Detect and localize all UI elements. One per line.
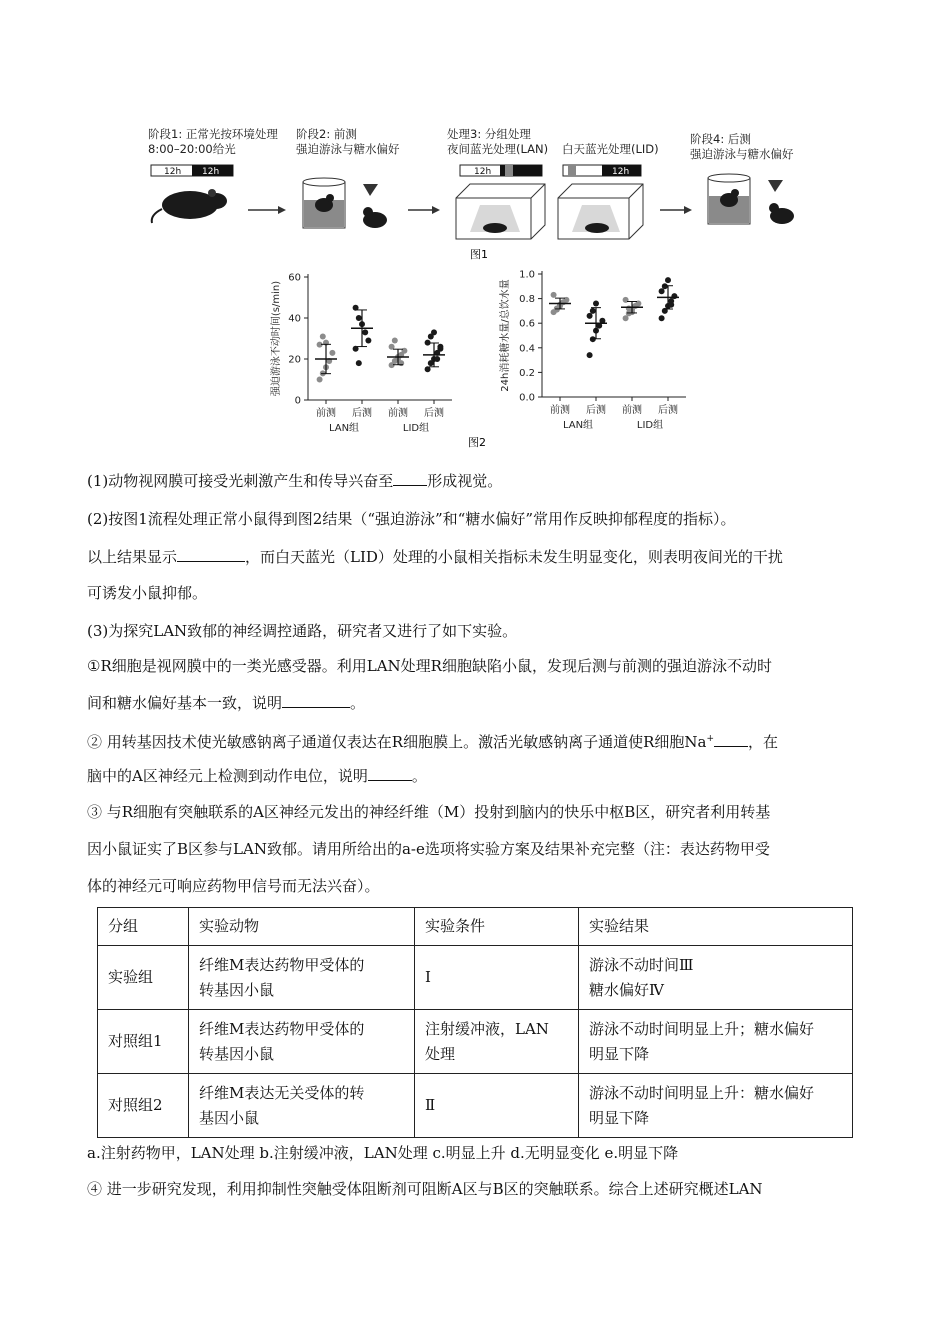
stage4-title: 阶段4: 后测 强迫游泳与糖水偏好 — [690, 132, 794, 161]
data-point — [623, 315, 629, 321]
y-tick-label: 0.0 — [519, 392, 535, 404]
stage3a-title: 处理3: 分组处理 夜间蓝光处理(LAN) — [447, 127, 549, 156]
group-label: LAN组 — [328, 423, 360, 434]
group-label: LID组 — [402, 423, 430, 434]
data-point — [365, 338, 371, 344]
svg-text:12h: 12h — [164, 167, 182, 177]
data-point — [551, 292, 557, 298]
table-cell: 对照组1 — [98, 1010, 189, 1074]
y-tick-label: 0.6 — [519, 318, 535, 330]
data-point — [659, 288, 665, 294]
data-point — [662, 283, 668, 289]
data-point — [356, 315, 362, 321]
x-tick-label: 前测 — [316, 408, 336, 419]
table-row — [98, 1074, 853, 1138]
table-cell: 游泳不动时间明显上升；糖水偏好 明显下降 — [579, 1010, 853, 1074]
data-point — [587, 352, 593, 358]
blank-4 — [714, 732, 748, 747]
svg-text:12h: 12h — [612, 167, 630, 177]
table-header-cell: 实验条件 — [415, 908, 579, 946]
table-cell: Ⅰ — [415, 946, 579, 1010]
table-cell: 游泳不动时间明显上升：糖水偏好 明显下降 — [579, 1074, 853, 1138]
mouse-1 — [152, 189, 227, 223]
bottle-mouse-2 — [768, 180, 794, 224]
group-label: LAN组 — [562, 420, 594, 431]
beaker-1 — [303, 178, 345, 228]
q3-s3-line3: 体的神经元可响应药物甲信号而无法兴奋）。 — [87, 877, 380, 895]
experiment-table — [97, 907, 853, 1138]
figure1-diagram — [0, 0, 950, 460]
table-header-cell: 实验结果 — [579, 908, 853, 946]
group-label: LID组 — [636, 420, 664, 431]
q3-intro: (3)为探究LAN致郁的神经调控通路，研究者又进行了如下实验。 — [87, 622, 518, 640]
blank-3 — [282, 693, 350, 708]
lid-box — [558, 184, 643, 239]
data-point — [329, 350, 335, 356]
data-point — [320, 333, 326, 339]
figure2-caption: 图2 — [468, 436, 486, 449]
beaker-2 — [708, 174, 750, 224]
x-tick-label: 后测 — [424, 408, 444, 419]
table-row — [98, 946, 853, 1010]
data-point — [431, 329, 437, 335]
data-point — [671, 293, 677, 299]
lan-box — [456, 184, 545, 239]
q3-s3-line1: ③ 与R细胞有突触联系的A区神经元发出的神经纤维（M）投射到脑内的快乐中枢B区，研究者利用转基 — [87, 803, 771, 821]
options-line: a.注射药物甲，LAN处理 b.注射缓冲液，LAN处理 c.明显上升 d.无明显变化 e.明显下降 — [87, 1144, 679, 1162]
q3-s4: ④ 进一步研究发现，利用抑制性突触受体阻断剂可阻断A区与B区的突触联系。综合上述研究概述LAN — [87, 1180, 763, 1198]
q3-s2-line1: ② 用转基因技术使光敏感钠离子通道仅表达在R细胞膜上。激活光敏感钠离子通道使R细胞Na+ ，在 — [87, 733, 778, 751]
y-tick-label: 40 — [288, 313, 301, 325]
arrow-2 — [408, 206, 440, 214]
table-cell: 纤维M表达药物甲受体的 转基因小鼠 — [189, 946, 415, 1010]
data-point — [665, 277, 671, 283]
table-cell: 对照组2 — [98, 1074, 189, 1138]
y-axis-label: 强迫游泳不动时间(s/min) — [271, 280, 282, 397]
bottle-mouse-1 — [363, 184, 387, 228]
x-tick-label: 后测 — [658, 405, 678, 416]
chart-immobility — [269, 273, 452, 435]
y-tick-label: 0.8 — [519, 294, 535, 306]
q1: (1)动物视网膜可接受光刺激产生和传导兴奋至 形成视觉。 — [87, 472, 503, 490]
lid-light-bar — [563, 165, 641, 177]
x-tick-label: 后测 — [586, 405, 606, 416]
data-point — [434, 356, 440, 362]
blank-1 — [393, 471, 427, 486]
q2-line1: (2)按图1流程处理正常小鼠得到图2结果（“强迫游泳”和“糖水偏好”常用作反映抑郁程度的指标）。 — [87, 510, 736, 528]
q2-line2: 以上结果显示 ，而白天蓝光（LID）处理的小鼠相关指标未发生明显变化，则表明夜间光的干扰 — [87, 548, 783, 566]
stage1-light-bar — [151, 165, 233, 177]
y-tick-label: 0 — [294, 395, 301, 407]
data-point — [392, 338, 398, 344]
data-point — [362, 329, 368, 335]
blank-2 — [177, 547, 245, 562]
stage1-title: 阶段1: 正常光按环境处理 8:00–20:00给光 — [148, 127, 278, 156]
q3-s1-line1: ①R细胞是视网膜中的一类光感受器。利用LAN处理R细胞缺陷小鼠，发现后测与前测的强迫游泳不动时 — [87, 657, 772, 675]
y-tick-label: 0.4 — [519, 343, 535, 355]
table-cell: 实验组 — [98, 946, 189, 1010]
y-tick-label: 60 — [288, 272, 301, 284]
y-axis-label: 24h消耗糖水量/总饮水量 — [500, 279, 511, 392]
table-cell: 注射缓冲液，LAN 处理 — [415, 1010, 579, 1074]
data-point — [356, 360, 362, 366]
data-point — [590, 308, 596, 314]
q2-line3: 可诱发小鼠抑郁。 — [87, 584, 208, 602]
figure-area — [0, 0, 950, 460]
svg-text:12h: 12h — [474, 167, 492, 177]
data-point — [659, 315, 665, 321]
chart-sucrose — [498, 270, 686, 432]
arrow-3 — [660, 206, 692, 214]
table-cell: 纤维M表达无关受体的转 基因小鼠 — [189, 1074, 415, 1138]
x-tick-label: 前测 — [388, 408, 408, 419]
q3-s2-line2: 脑中的A区神经元上检测到动作电位，说明 。 — [87, 767, 427, 785]
arrow-1 — [248, 206, 286, 214]
blank-5 — [368, 766, 412, 781]
table-row — [98, 1010, 853, 1074]
table-header-cell: 实验动物 — [189, 908, 415, 946]
stage2-title: 阶段2: 前测 强迫游泳与糖水偏好 — [296, 127, 400, 156]
x-tick-label: 前测 — [550, 405, 570, 416]
table-cell: 纤维M表达药物甲受体的 转基因小鼠 — [189, 1010, 415, 1074]
table-header-cell: 分组 — [98, 908, 189, 946]
table-header-row — [98, 908, 853, 946]
y-tick-label: 0.2 — [519, 367, 535, 379]
data-point — [437, 344, 443, 350]
x-tick-label: 后测 — [352, 408, 372, 419]
q3-s1-line2: 间和糖水偏好基本一致，说明 。 — [87, 694, 366, 712]
table-cell: Ⅱ — [415, 1074, 579, 1138]
y-tick-label: 1.0 — [519, 269, 535, 281]
svg-text:12h: 12h — [202, 167, 220, 177]
lan-light-bar — [460, 165, 542, 177]
q3-s3-line2: 因小鼠证实了B区参与LAN致郁。请用所给出的a-e选项将实验方案及结果补充完整（注：表达药物甲受 — [87, 840, 770, 858]
stage3b-title: 白天蓝光处理(LID) — [562, 142, 659, 156]
x-tick-label: 前测 — [622, 405, 642, 416]
data-point — [587, 313, 593, 319]
data-point — [668, 302, 674, 308]
figure1-caption: 图1 — [470, 248, 488, 261]
table-cell: 游泳不动时间Ⅲ 糖水偏好Ⅳ — [579, 946, 853, 1010]
data-point — [317, 377, 323, 383]
y-tick-label: 20 — [288, 354, 301, 366]
data-point — [593, 301, 599, 307]
